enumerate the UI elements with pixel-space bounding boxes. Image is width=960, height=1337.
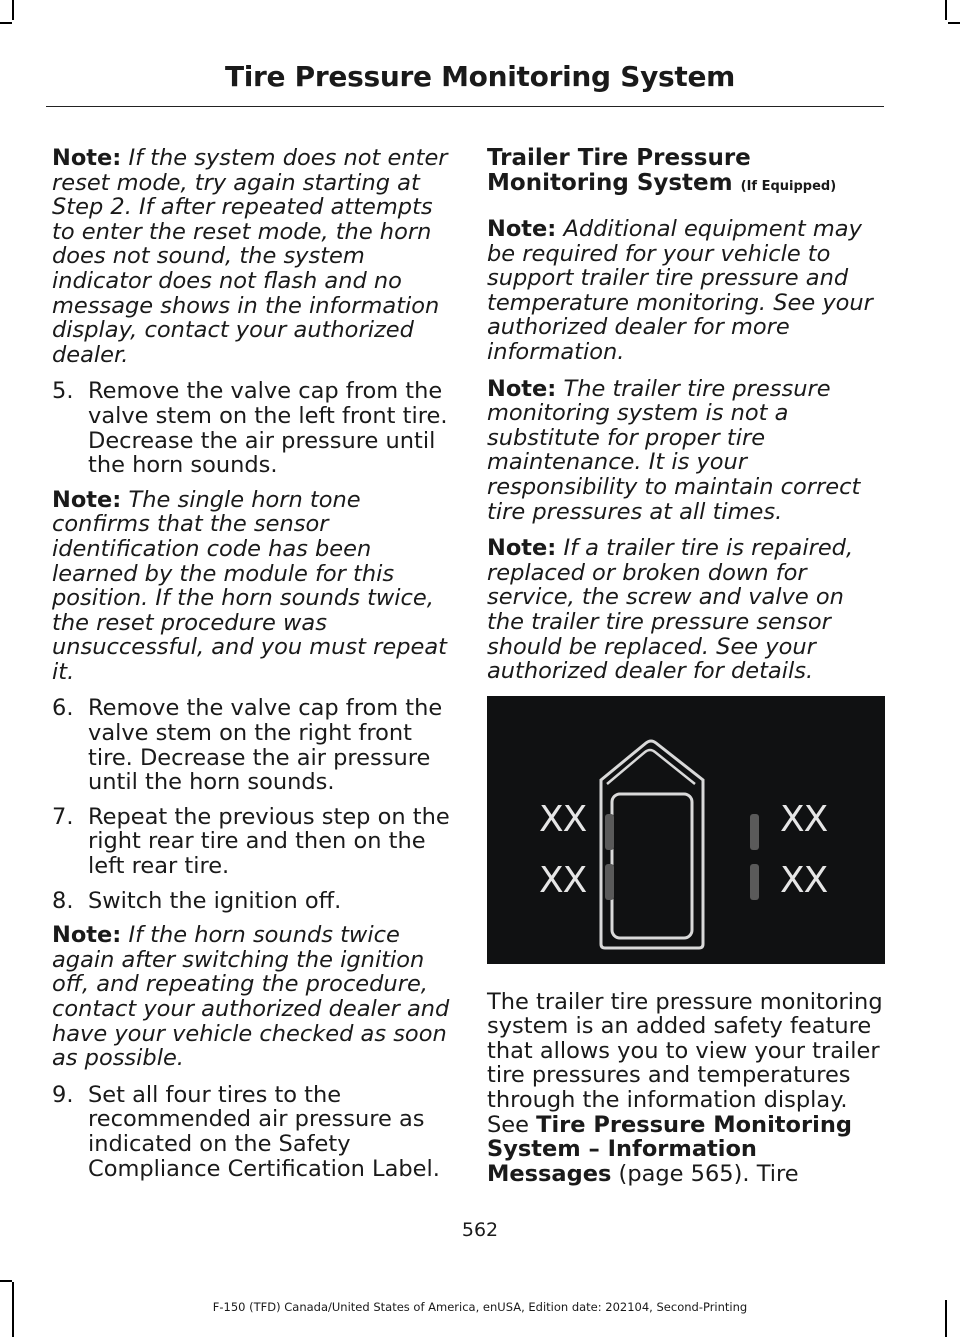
- tire-pressure-rear-right: XX: [780, 859, 828, 901]
- page-title: Tire Pressure Monitoring System: [224, 60, 736, 93]
- step-number: 6.: [52, 695, 74, 722]
- note-text: The trailer tire pressure monitoring system is not a substitute for proper tire maintenance. It is your responsibility to maintain correct tire pressures at all times.: [487, 375, 861, 525]
- cross-reference-link[interactable]: Tire Pressure Monitoring System – Information Messages: [487, 1111, 852, 1187]
- note-reset-mode: [52, 146, 452, 367]
- page-number: 562: [461, 1219, 499, 1241]
- section-heading-text: Trailer Tire Pressure Monitoring System: [487, 145, 751, 196]
- note-label: Note:: [52, 145, 122, 171]
- tire-pressure-rear-left: XX: [539, 859, 587, 901]
- step-5: [52, 379, 452, 477]
- step-number: 5.: [52, 378, 74, 405]
- note-label: Note:: [487, 535, 557, 562]
- note-repaired-tire: [487, 536, 887, 684]
- step-7: [52, 805, 452, 879]
- step-number: 7.: [52, 803, 74, 830]
- crop-mark: [948, 22, 960, 24]
- note-text: If the horn sounds twice again after switching the ignition off, and repeating the procedure, contact your authorized dealer and have your vehicle checked as soon as possible.: [52, 922, 450, 1072]
- note-horn-twice: [52, 923, 452, 1071]
- note-text: If a trailer tire is repaired, replaced or broken down for service, the screw and valve on the trailer tire pressure sensor should be replaced. See your authorized dealer for details.: [487, 535, 854, 685]
- crop-mark: [0, 1280, 12, 1282]
- header-divider: [46, 106, 884, 107]
- trailer-tpms-description: [487, 990, 887, 1187]
- trailer-hitch: [607, 750, 695, 784]
- edition-info: F-150 (TFD) Canada/United States of America, enUSA, Edition date: 202104, Second-Printing: [212, 1300, 748, 1314]
- step-9: [52, 1083, 452, 1181]
- note-horn-tone: [52, 488, 452, 685]
- crop-mark: [945, 0, 947, 20]
- crop-mark: [12, 0, 14, 20]
- crop-mark: [0, 22, 12, 24]
- step-number: 9.: [52, 1081, 74, 1108]
- tire-rear-right: [750, 864, 759, 900]
- step-text: Remove the valve cap from the valve stem on the left front tire. Decrease the air pressure until the horn sounds.: [88, 378, 448, 479]
- tire-pressure-front-right: XX: [780, 798, 828, 840]
- left-column: [52, 146, 452, 1191]
- note-label: Note:: [487, 216, 557, 242]
- right-column: [487, 146, 887, 1198]
- paragraph-text: The trailer tire pressure monitoring system is an added safety feature that allows you to view your trailer tire pressures and temperatures through the information display. See: [487, 988, 883, 1138]
- trailer-tire-display-figure: [487, 696, 885, 964]
- note-label: Note:: [52, 922, 122, 949]
- tire-pressure-front-left: XX: [539, 798, 587, 840]
- tire-front-right: [750, 814, 759, 850]
- note-text: If the system does not enter reset mode, try again starting at Step 2. If after repeated attempts to enter the reset mode, the horn does not sound, the system indicator does not flash and no message shows in the information display, contact your authorized dealer.: [52, 145, 448, 368]
- step-8: [52, 889, 452, 914]
- note-text: The single horn tone confirms that the sensor identification code has been learned by the module for this position. If the horn sounds twice, the reset procedure was unsuccessful, and you must repeat it.: [52, 486, 447, 685]
- section-heading: [487, 146, 887, 199]
- step-text: Remove the valve cap from the valve stem on the right front tire. Decrease the air pressure until the horn sounds.: [88, 695, 443, 796]
- trailer-bed: [612, 794, 692, 938]
- note-label: Note:: [487, 375, 557, 402]
- tire-front-left: [605, 814, 614, 850]
- step-text: Switch the ignition off.: [88, 887, 342, 914]
- step-6: [52, 696, 452, 794]
- step-text: Set all four tires to the recommended air pressure as indicated on the Safety Compliance Certification Label.: [88, 1081, 440, 1182]
- paragraph-text: (page 565). Tire: [618, 1160, 799, 1187]
- trailer-outline: [601, 741, 703, 948]
- note-not-substitute: [487, 377, 887, 525]
- section-heading-suffix: (If Equipped): [740, 179, 837, 194]
- note-text: Additional equipment may be required for your vehicle to support trailer tire pressure and temperature monitoring. See your authorized dealer for more information.: [487, 216, 873, 365]
- note-additional-equipment: [487, 217, 887, 365]
- note-label: Note:: [52, 486, 122, 513]
- step-number: 8.: [52, 887, 74, 914]
- step-text: Repeat the previous step on the right rear tire and then on the left rear tire.: [88, 803, 450, 880]
- tire-rear-left: [605, 864, 614, 900]
